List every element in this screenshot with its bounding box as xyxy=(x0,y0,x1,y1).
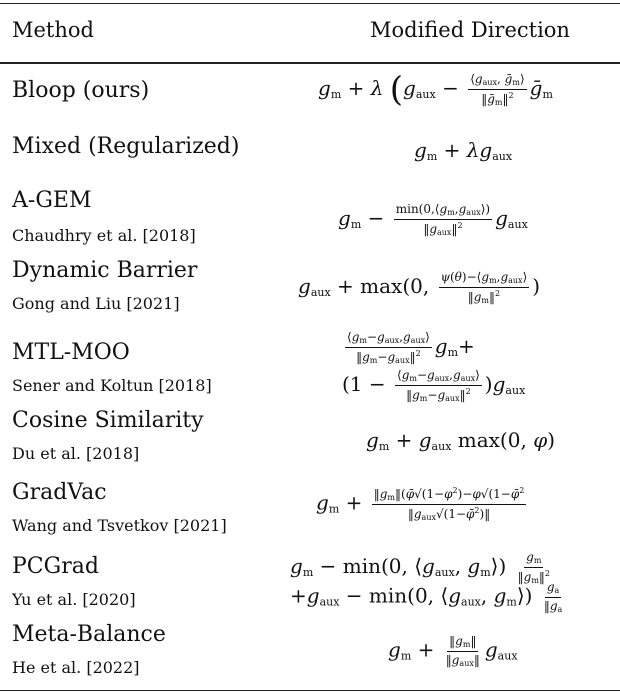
method-citation: Du et al. [2018] xyxy=(12,444,140,463)
formula: $g_m$ + $\frac{‖g_m‖(\varphī√(1-\varphi^2)-\varphi√(1-\varphī^2}{‖g_{aux}√(1-\varphī^2)‖}$ xyxy=(316,486,525,522)
method-name: Dynamic Barrier xyxy=(12,258,198,283)
method-citation: Yu et al. [2020] xyxy=(12,590,136,609)
formula-line-2: (1 − $\frac{⟨g_m-g_{aux},g_{aux}⟩}{‖g_m-g_{aux}‖^2}$ )$g_{aux}$ xyxy=(342,368,526,403)
formula: $\frac{⟨g_m-g_{aux},g_{aux}⟩}{‖g_m-g_{aux}‖^2}$ $g_m+$ xyxy=(347,330,475,365)
method-name: MTL-MOO xyxy=(12,340,130,365)
table-header-rule xyxy=(0,62,620,64)
method-name: PCGrad xyxy=(12,554,99,579)
method-name: Meta-Balance xyxy=(12,622,166,647)
formula: $g_m - \min(0$, $⟨g_{aux}$, $g_m⟩$) $\frac{g_m}{‖g_m‖^2}$ xyxy=(290,550,550,585)
method-citation: Gong and Liu [2021] xyxy=(12,294,180,313)
table-bottom-rule xyxy=(0,690,620,691)
header-modified-direction: Modified Direction xyxy=(370,18,570,42)
formula-line-2: $+g_{aux} - \min(0$, $⟨g_{aux}$, $g_m⟩$) $\frac{g_a}{‖g_a}$ xyxy=(290,580,563,614)
formula: $g_m + \lambda g_{aux}$ xyxy=(414,138,513,163)
formula: $g_m + g_{aux}$ max(0, φ) xyxy=(366,428,556,453)
formula: $g_m$ + $\frac{‖g_m‖}{‖g_{aux}‖}$ $g_{aux}$ xyxy=(388,634,518,668)
formula: $g_{aux} + \max(0$, $\frac{\psi(\theta)-⟨g_m,g_{aux}⟩}{‖g_m‖^2}$ ) xyxy=(298,270,541,305)
method-name: A-GEM xyxy=(12,188,92,213)
formula: $g_m + \lambda$ ($g_{aux}$ − $\frac{⟨g_{aux}, ḡ_m⟩}{‖ḡ_m‖^2}$ ḡ$_m$ xyxy=(318,69,553,110)
method-name: GradVac xyxy=(12,480,107,505)
method-name: Bloop (ours) xyxy=(12,78,150,103)
method-name: Cosine Similarity xyxy=(12,408,204,433)
method-citation: He et al. [2022] xyxy=(12,658,140,677)
table-top-rule xyxy=(0,3,620,4)
method-citation: Sener and Koltun [2018] xyxy=(12,376,212,395)
method-citation: Wang and Tsvetkov [2021] xyxy=(12,516,227,535)
method-citation: Chaudhry et al. [2018] xyxy=(12,226,196,245)
formula: $g_m$ − $\frac{\min(0,⟨g_m,g_{aux}⟩)}{‖g_{aux}‖^2}$ $g_{aux}$ xyxy=(338,202,528,237)
header-method: Method xyxy=(12,18,94,42)
method-name: Mixed (Regularized) xyxy=(12,134,240,159)
